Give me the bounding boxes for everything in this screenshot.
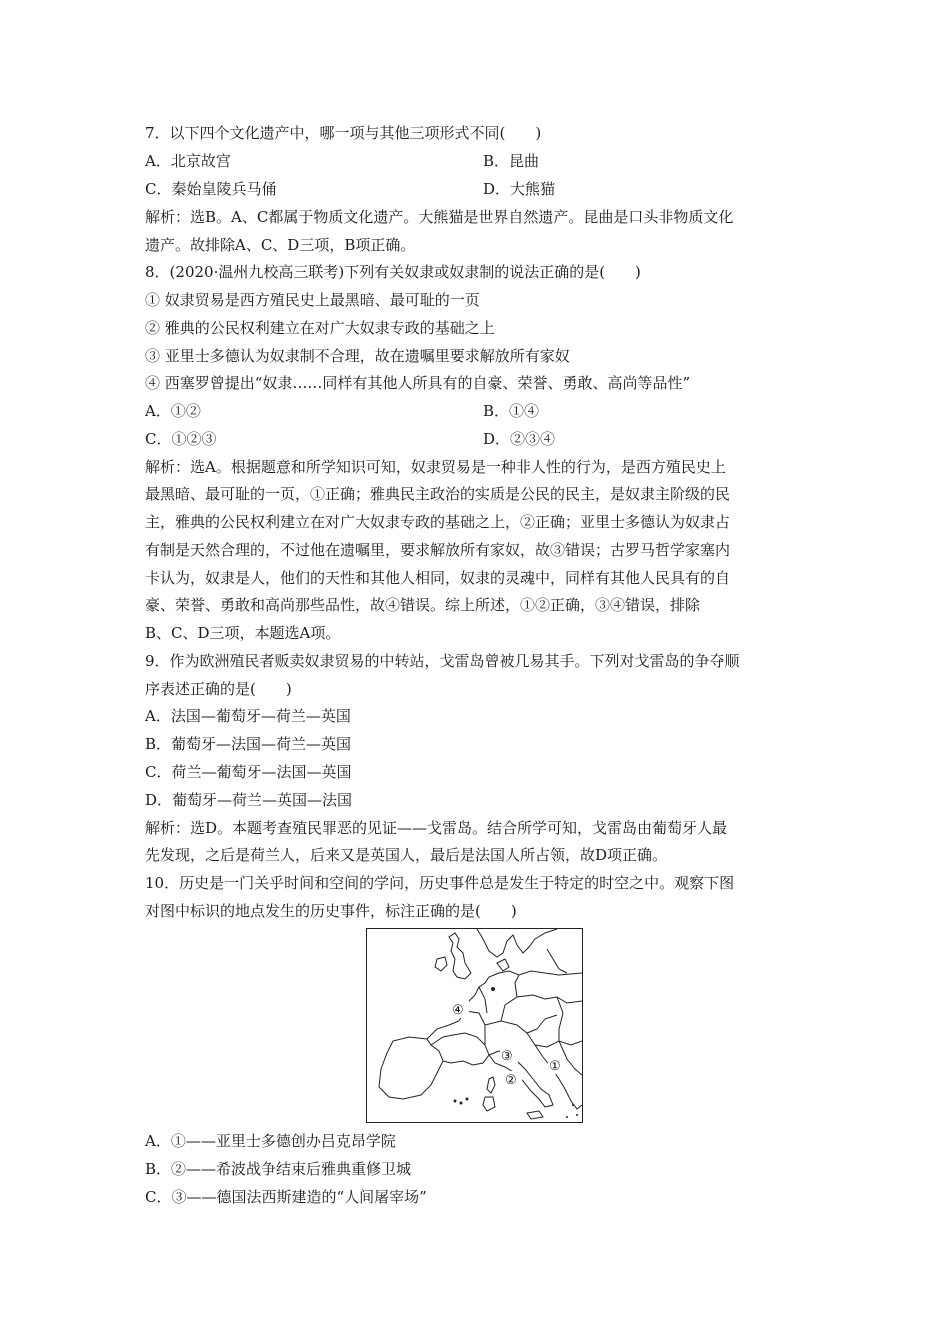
q10-option-c: C．③——德国法西斯建造的“人间屠宰场”	[145, 1188, 427, 1206]
q8-analysis-line: 豪、荣誉、勇敢和高尚那些品性，故④错误。综上所述，①②正确，③④错误，排除	[145, 596, 701, 614]
map-marker-3: ③	[501, 1049, 513, 1064]
q8-analysis-line: 卡认为，奴隶是人，他们的天性和其他人相同，奴隶的灵魂中，同样有其他人民具有的自	[145, 569, 731, 587]
q8-analysis-line: B、C、D三项，本题选A项。	[145, 624, 341, 642]
map-marker-1: ①	[549, 1059, 561, 1074]
q7-analysis-line: 遗产。故排除A、C、D三项，B项正确。	[145, 236, 416, 254]
q9-stem-line: 序表述正确的是( )	[145, 680, 292, 698]
q9-analysis-line: 解析：选D。本题考查殖民罪恶的见证——戈雷岛。结合所学可知，戈雷岛由葡萄牙人最	[145, 819, 728, 837]
q10-stem-line: 10．历史是一门关乎时间和空间的学问，历史事件总是发生于特定的时空之中。观察下图	[145, 874, 735, 892]
q7-option-d: D．大熊猫	[483, 180, 556, 198]
q9-analysis-line: 先发现，之后是荷兰人，后来又是英国人，最后是法国人所占领，故D项正确。	[145, 846, 668, 864]
q7-stem: 7．以下四个文化遗产中，哪一项与其他三项形式不同( )	[145, 124, 542, 142]
q9-option-b: B．葡萄牙—法国—荷兰—英国	[145, 735, 352, 753]
q9-option-c: C．荷兰—葡萄牙—法国—英国	[145, 763, 352, 781]
q9-option-d: D．葡萄牙—荷兰—英国—法国	[145, 791, 353, 809]
q8-stem: 8．(2020·温州九校高三联考)下列有关奴隶或奴隶制的说法正确的是( )	[145, 263, 641, 281]
q8-analysis-line: 解析：选A。根据题意和所学知识可知，奴隶贸易是一种非人性的行为，是西方殖民史上	[145, 458, 726, 476]
q10-stem-line: 对图中标识的地点发生的历史事件，标注正确的是( )	[145, 902, 517, 920]
q8-item: ④ 西塞罗曾提出“奴隶……同样有其他人所具有的自豪、荣誉、勇敢、高尚等品性”	[145, 374, 691, 392]
q7-option-c: C．秦始皇陵兵马俑	[145, 180, 277, 198]
q7-option-a: A．北京故宫	[145, 152, 231, 170]
europe-map	[366, 928, 583, 1123]
q8-item: ① 奴隶贸易是西方殖民史上最黑暗、最可耻的一页	[145, 291, 480, 309]
map-marker-2: ②	[505, 1073, 517, 1088]
q8-item: ② 雅典的公民权利建立在对广大奴隶专政的基础之上	[145, 319, 495, 337]
map-marker-4: ④	[452, 1003, 464, 1018]
q8-option-d: D．②③④	[483, 430, 556, 448]
q8-option-a: A．①②	[145, 402, 201, 420]
q8-option-c: C．①②③	[145, 430, 217, 448]
q9-option-a: A．法国—葡萄牙—荷兰—英国	[145, 707, 351, 725]
q8-analysis-line: 有制是天然合理的，不过他在遗嘱里，要求解放所有家奴，故③错误；古罗马哲学家塞内	[145, 541, 731, 559]
q7-analysis-line: 解析：选B。A、C都属于物质文化遗产。大熊猫是世界自然遗产。昆曲是口头非物质文化	[145, 208, 734, 226]
q7-option-b: B．昆曲	[483, 152, 540, 170]
q8-option-b: B．①④	[483, 402, 540, 420]
q8-item: ③ 亚里士多德认为奴隶制不合理，故在遗嘱里要求解放所有家奴	[145, 347, 570, 365]
q10-option-a: A．①——亚里士多德创办吕克昂学院	[145, 1132, 396, 1150]
q9-stem-line: 9．作为欧洲殖民者贩卖奴隶贸易的中转站，戈雷岛曾被几易其手。下列对戈雷岛的争夺顺	[145, 652, 740, 670]
q8-analysis-line: 主，雅典的公民权利建立在对广大奴隶专政的基础之上，②正确；亚里士多德认为奴隶占	[145, 513, 731, 531]
q10-option-b: B．②——希波战争结束后雅典重修卫城	[145, 1160, 412, 1178]
q8-analysis-line: 最黑暗、最可耻的一页，①正确；雅典民主政治的实质是公民的民主，是奴隶主阶级的民	[145, 485, 731, 503]
